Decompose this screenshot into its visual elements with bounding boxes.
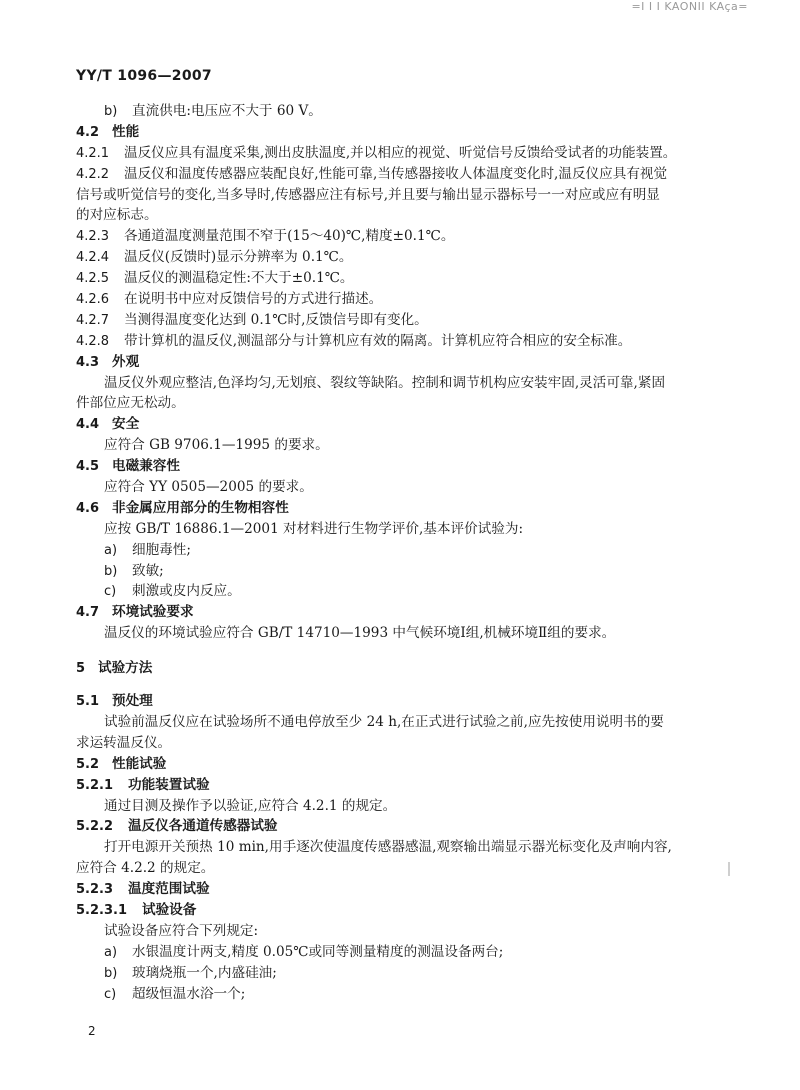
section-number: 5.2.3 (76, 882, 114, 898)
section-heading (76, 900, 736, 921)
continuation-text: 的对应标志。 (76, 207, 158, 224)
body-text-content: 通过目测及操作予以验证,应符合 4.2.1 的规定。 (104, 797, 397, 814)
section-heading (76, 816, 736, 837)
list-item (76, 581, 736, 602)
section-number: 4.6 (76, 500, 100, 516)
list-marker: b) (104, 563, 118, 579)
list-item-text: 直流供电:电压应不大于 60 V。 (132, 103, 322, 119)
list-item-text: 致敏; (132, 562, 164, 579)
clause (76, 310, 736, 331)
section-heading (76, 602, 736, 623)
section-title: 性能 (112, 123, 140, 140)
section-heading (76, 775, 736, 796)
list-item (76, 101, 736, 122)
list-item-text: 刺激或皮内反应。 (132, 583, 241, 600)
clause-text: 温反仪的测温稳定性:不大于±0.1℃。 (124, 270, 354, 287)
body-text-content: 试验设备应符合下列规定: (104, 922, 259, 939)
scan-artifact (728, 862, 730, 876)
list-item-text: 细胞毒性; (132, 541, 191, 558)
clause-text: 各通道温度测量范围不窄于(15～40)℃,精度±0.1℃。 (124, 228, 455, 245)
section-heading (76, 691, 736, 712)
section-title: 温反仪各通道传感器试验 (128, 818, 278, 835)
clause-number: 4.2.2 (76, 166, 110, 182)
body-text-content: 应符合 YY 0505—2005 的要求。 (104, 479, 313, 496)
clause (76, 289, 736, 310)
section-heading (76, 498, 736, 519)
section-title: 预处理 (112, 693, 153, 710)
section-title: 试验设备 (142, 901, 197, 918)
body-text (76, 796, 736, 817)
body-text (76, 921, 736, 942)
clause-number: 4.2.8 (76, 333, 110, 349)
section-heading (76, 456, 736, 477)
clause-text: 温反仪应具有温度采集,测出皮肤温度,并以相应的视觉、听觉信号反馈给受试者的功能装置。 (124, 144, 677, 161)
section-heading (76, 879, 736, 900)
section-title: 电磁兼容性 (112, 458, 180, 475)
paragraph-text: 打开电源开关预热 10 min,用手逐次使温度传感器感温,观察输出端显示器光标变化及声响内容, (104, 839, 672, 856)
clause (76, 226, 736, 247)
section-title: 安全 (112, 416, 140, 433)
list-marker: a) (104, 542, 118, 558)
clause-text: 带计算机的温反仪,测温部分与计算机应有效的隔离。计算机应符合相应的安全标准。 (124, 332, 632, 349)
continuation-text: 应符合 4.2.2 的规定。 (76, 860, 215, 877)
clause (76, 143, 736, 164)
list-item-text: 超级恒温水浴一个; (132, 985, 246, 1002)
paragraph-line (76, 712, 736, 733)
continuation-line (76, 393, 736, 414)
continuation-line (76, 858, 736, 879)
body-text (76, 477, 736, 498)
section-number: 5.2.3.1 (76, 902, 127, 918)
clause-number: 4.2.6 (76, 292, 110, 308)
paragraph-text: 温反仪外观应整洁,色泽均匀,无划痕、裂纹等缺陷。控制和调节机构应安装牢固,灵活可靠,紧固 (104, 374, 666, 391)
list-item-text: 玻璃烧瓶一个,内盛硅油; (132, 964, 277, 981)
continuation-text: 求运转温反仪。 (76, 734, 172, 751)
list-marker: c) (104, 584, 117, 600)
clause (76, 331, 736, 352)
body-text (76, 435, 736, 456)
clause-number: 4.2.3 (76, 229, 110, 245)
section-heading (76, 414, 736, 435)
section-number: 5 (76, 661, 86, 677)
clause-text: 温反仪和温度传感器应装配良好,性能可靠,当传感器接收人体温度变化时,温反仪应具有视觉 (124, 165, 668, 182)
clause (76, 268, 736, 289)
section-number: 4.7 (76, 605, 100, 621)
list-item (76, 942, 736, 963)
clause-number: 4.2.4 (76, 250, 110, 266)
section-heading (76, 754, 736, 775)
section-number: 5.2.2 (76, 819, 114, 835)
page-number: 2 (88, 1024, 96, 1038)
section-number: 4.3 (76, 354, 100, 370)
list-item (76, 561, 736, 582)
clause-number: 4.2.5 (76, 271, 110, 287)
body-text-content: 温反仪的环境试验应符合 GB/T 14710—1993 中气候环境Ⅰ组,机械环境Ⅱ组的要求。 (104, 625, 616, 642)
section-heading (76, 658, 736, 679)
section-number: 4.2 (76, 124, 100, 140)
list-item (76, 984, 736, 1005)
standard-header: YY/T 1096—2007 (76, 68, 212, 84)
clause-text: 当测得温度变化达到 0.1℃时,反馈信号即有变化。 (124, 311, 428, 328)
paragraph-line (76, 837, 736, 858)
clause (76, 247, 736, 268)
section-number: 5.2 (76, 756, 100, 772)
list-item (76, 540, 736, 561)
continuation-text: 信号或听觉信号的变化,当多导时,传感器应注有标号,并且要与输出显示器标号一一对应或应有明显 (76, 186, 660, 203)
section-number: 5.2.1 (76, 777, 114, 793)
section-heading (76, 352, 736, 373)
document-body (76, 101, 736, 1004)
section-title: 温度范围试验 (128, 881, 210, 898)
continuation-text: 件部位应无松动。 (76, 395, 185, 412)
list-item (76, 963, 736, 984)
body-text-content: 应按 GB/T 16886.1—2001 对材料进行生物学评价,基本评价试验为: (104, 520, 524, 537)
section-title: 环境试验要求 (112, 604, 194, 621)
body-text (76, 519, 736, 540)
section-number: 5.1 (76, 694, 100, 710)
scan-watermark: =I I I KAONII KAça= (631, 0, 748, 13)
section-heading (76, 122, 736, 143)
clause-text: 温反仪(反馈时)显示分辨率为 0.1℃。 (124, 249, 353, 266)
clause-text: 在说明书中应对反馈信号的方式进行描述。 (124, 291, 383, 308)
section-title: 功能装置试验 (128, 776, 210, 793)
continuation-line (76, 185, 736, 206)
clause (76, 164, 736, 185)
continuation-line (76, 205, 736, 226)
continuation-line (76, 733, 736, 754)
section-title: 试验方法 (98, 660, 153, 677)
section-title: 外观 (112, 353, 140, 370)
paragraph-line (76, 373, 736, 394)
list-marker: b) (104, 104, 118, 119)
clause-number: 4.2.7 (76, 312, 110, 328)
list-marker: b) (104, 965, 118, 981)
section-number: 4.4 (76, 417, 100, 433)
paragraph-text: 试验前温反仪应在试验场所不通电停放至少 24 h,在正式进行试验之前,应先按使用说明书的要 (104, 713, 664, 730)
list-marker: a) (104, 944, 118, 960)
section-title: 非金属应用部分的生物相容性 (112, 499, 289, 516)
body-text-content: 应符合 GB 9706.1—1995 的要求。 (104, 437, 329, 454)
section-number: 4.5 (76, 459, 100, 475)
body-text (76, 623, 736, 644)
list-marker: c) (104, 986, 117, 1002)
clause-number: 4.2.1 (76, 145, 110, 161)
section-title: 性能试验 (112, 755, 167, 772)
list-item-text: 水银温度计两支,精度 0.05℃或同等测量精度的测温设备两台; (132, 943, 504, 960)
